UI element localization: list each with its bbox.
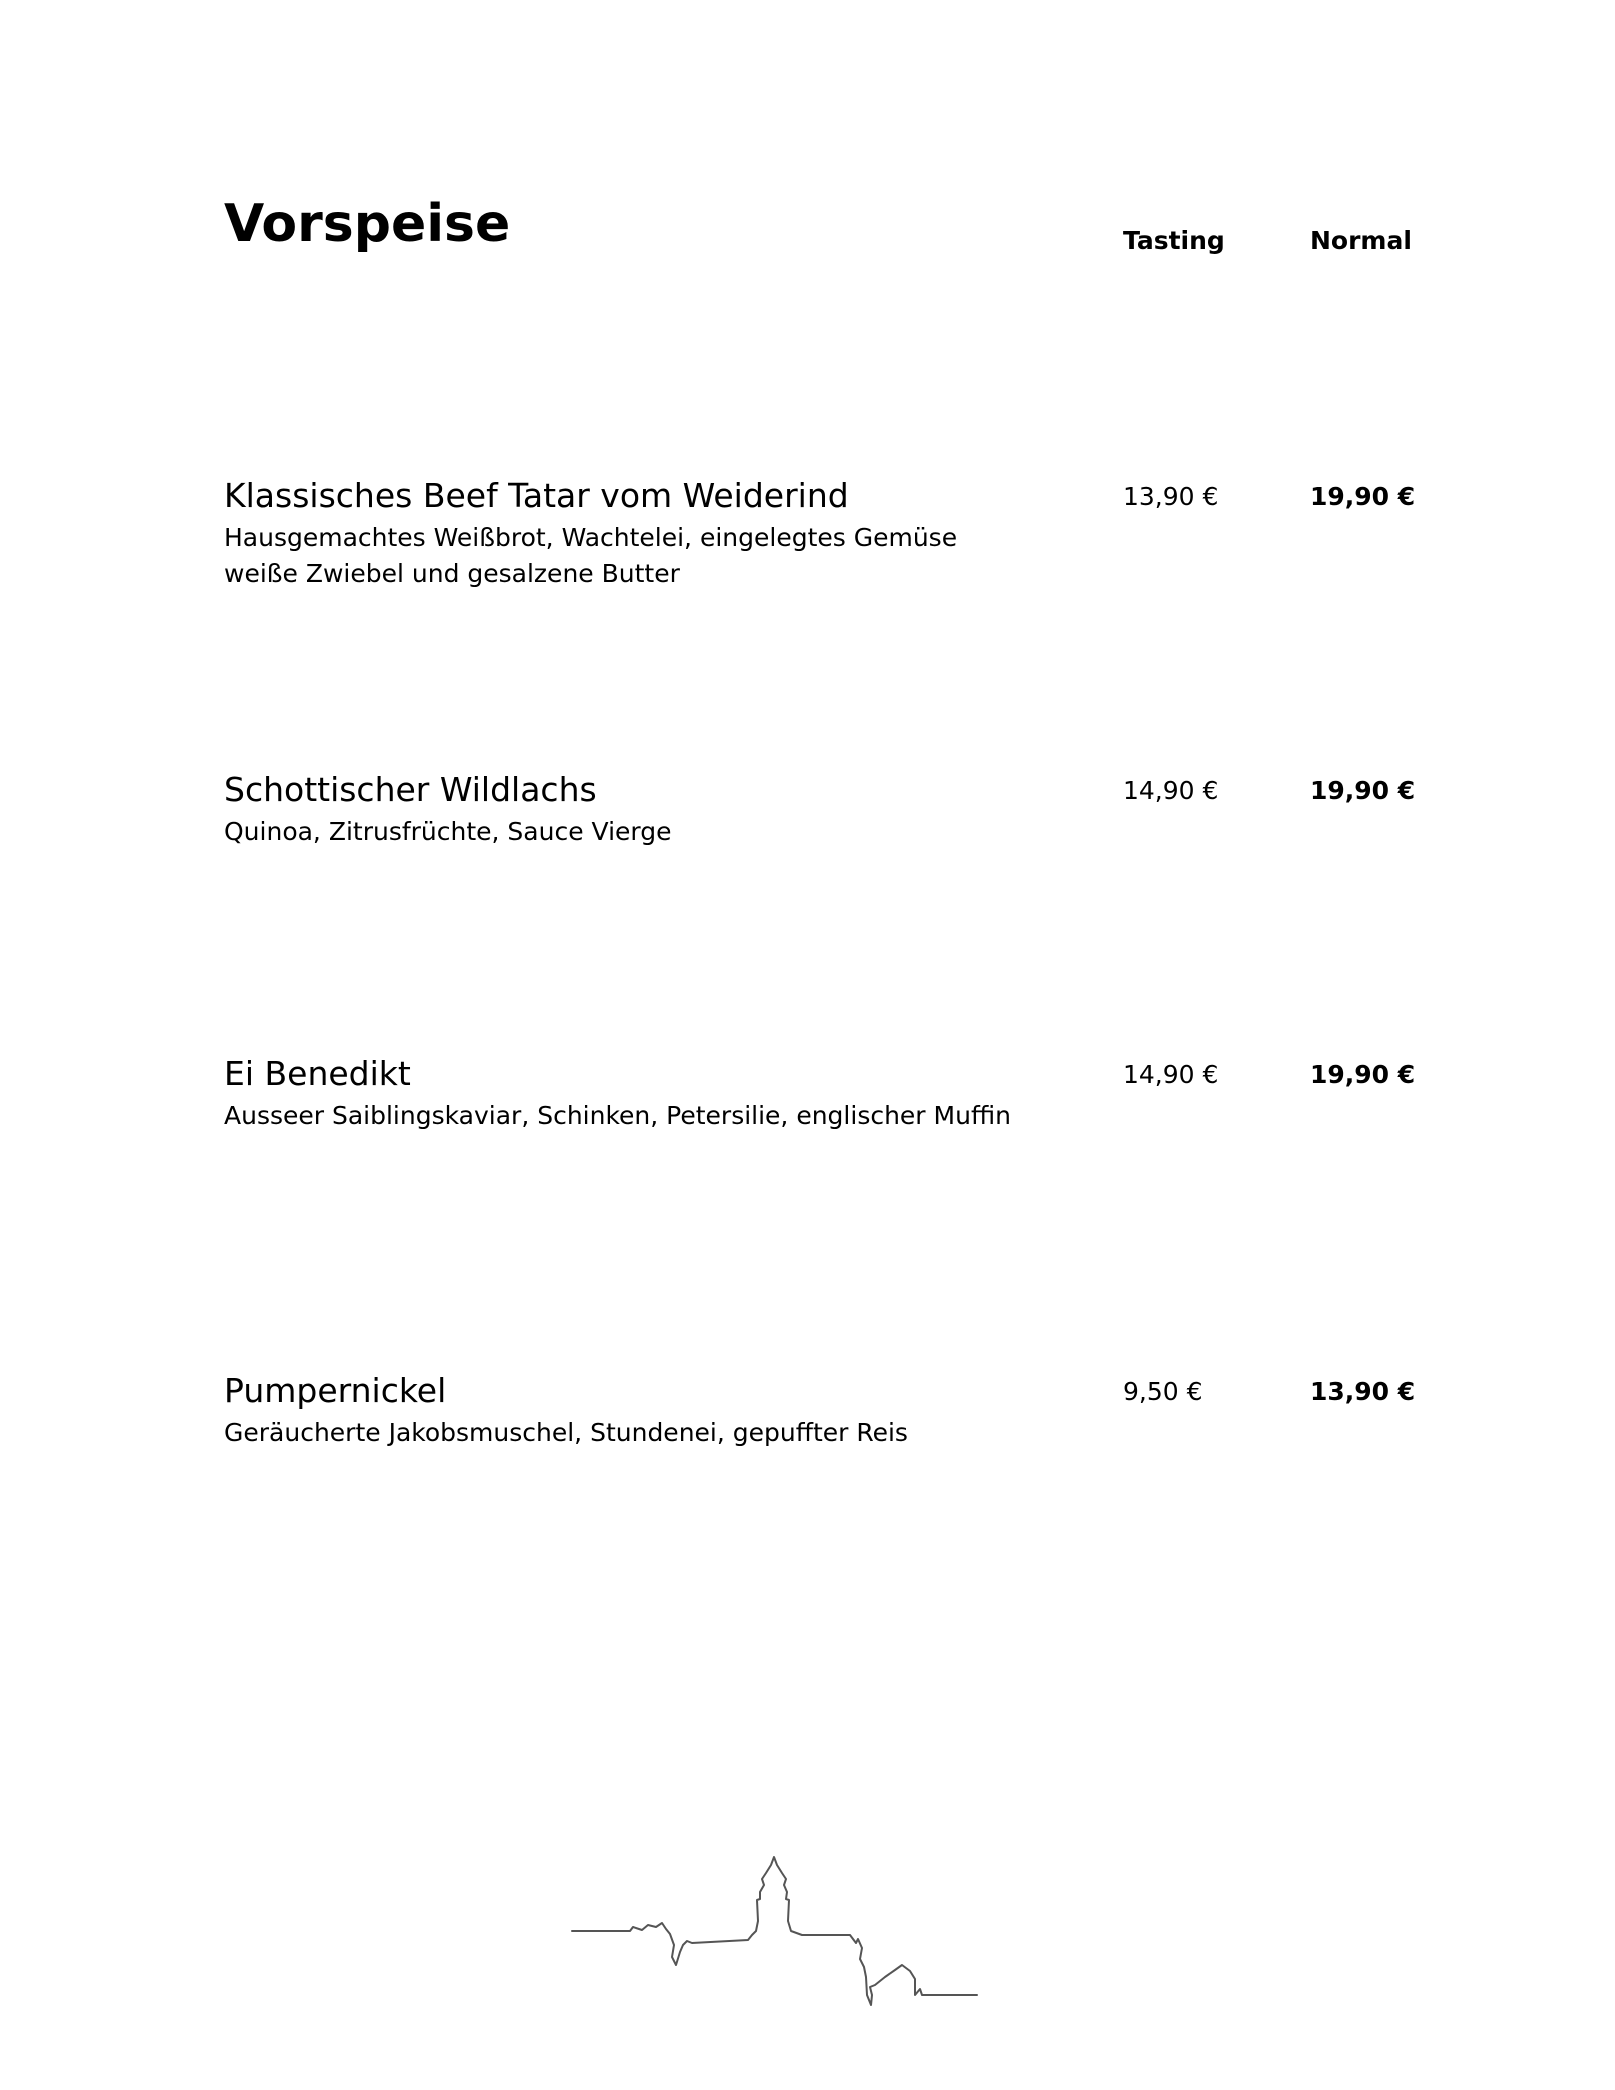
menu-item xyxy=(224,772,1434,850)
menu-item-price-normal: 19,90 € xyxy=(1310,482,1416,511)
menu-item-price-tasting: 14,90 € xyxy=(1123,1060,1219,1089)
menu-item-description xyxy=(224,1415,1434,1451)
column-header-normal: Normal xyxy=(1310,226,1412,255)
menu-item-name: Ei Benedikt xyxy=(224,1054,411,1093)
menu-item-description-line: weiße Zwiebel und gesalzene Butter xyxy=(224,559,680,589)
menu-item-description xyxy=(224,1098,1434,1134)
menu-item-description-line: Geräucherte Jakobsmuschel, Stundenei, gepuffter Reis xyxy=(224,1418,908,1448)
menu-item xyxy=(224,1373,1434,1451)
menu-item-name: Pumpernickel xyxy=(224,1371,447,1410)
menu-item-price-tasting: 14,90 € xyxy=(1123,776,1219,805)
menu-item-name: Schottischer Wildlachs xyxy=(224,770,597,809)
menu-item-name: Klassisches Beef Tatar vom Weiderind xyxy=(224,476,849,515)
column-header-tasting: Tasting xyxy=(1123,226,1225,255)
menu-item-description-line: Hausgemachtes Weißbrot, Wachtelei, eingelegtes Gemüse xyxy=(224,523,958,553)
menu-item xyxy=(224,478,1434,592)
menu-item-price-normal: 19,90 € xyxy=(1310,776,1416,805)
menu-item-price-tasting: 13,90 € xyxy=(1123,482,1219,511)
menu-item-price-tasting: 9,50 € xyxy=(1123,1377,1203,1406)
skyline-logo-icon xyxy=(570,1855,1130,2015)
menu-item-description-line: Quinoa, Zitrusfrüchte, Sauce Vierge xyxy=(224,817,672,847)
menu-item-price-normal: 19,90 € xyxy=(1310,1060,1416,1089)
menu-item-description xyxy=(224,520,1434,592)
menu-item-price-normal: 13,90 € xyxy=(1310,1377,1416,1406)
menu-item xyxy=(224,1056,1434,1134)
menu-item-description-line: Ausseer Saiblingskaviar, Schinken, Petersilie, englischer Muffin xyxy=(224,1101,1011,1131)
section-title: Vorspeise xyxy=(224,194,511,254)
menu-item-description xyxy=(224,814,1434,850)
